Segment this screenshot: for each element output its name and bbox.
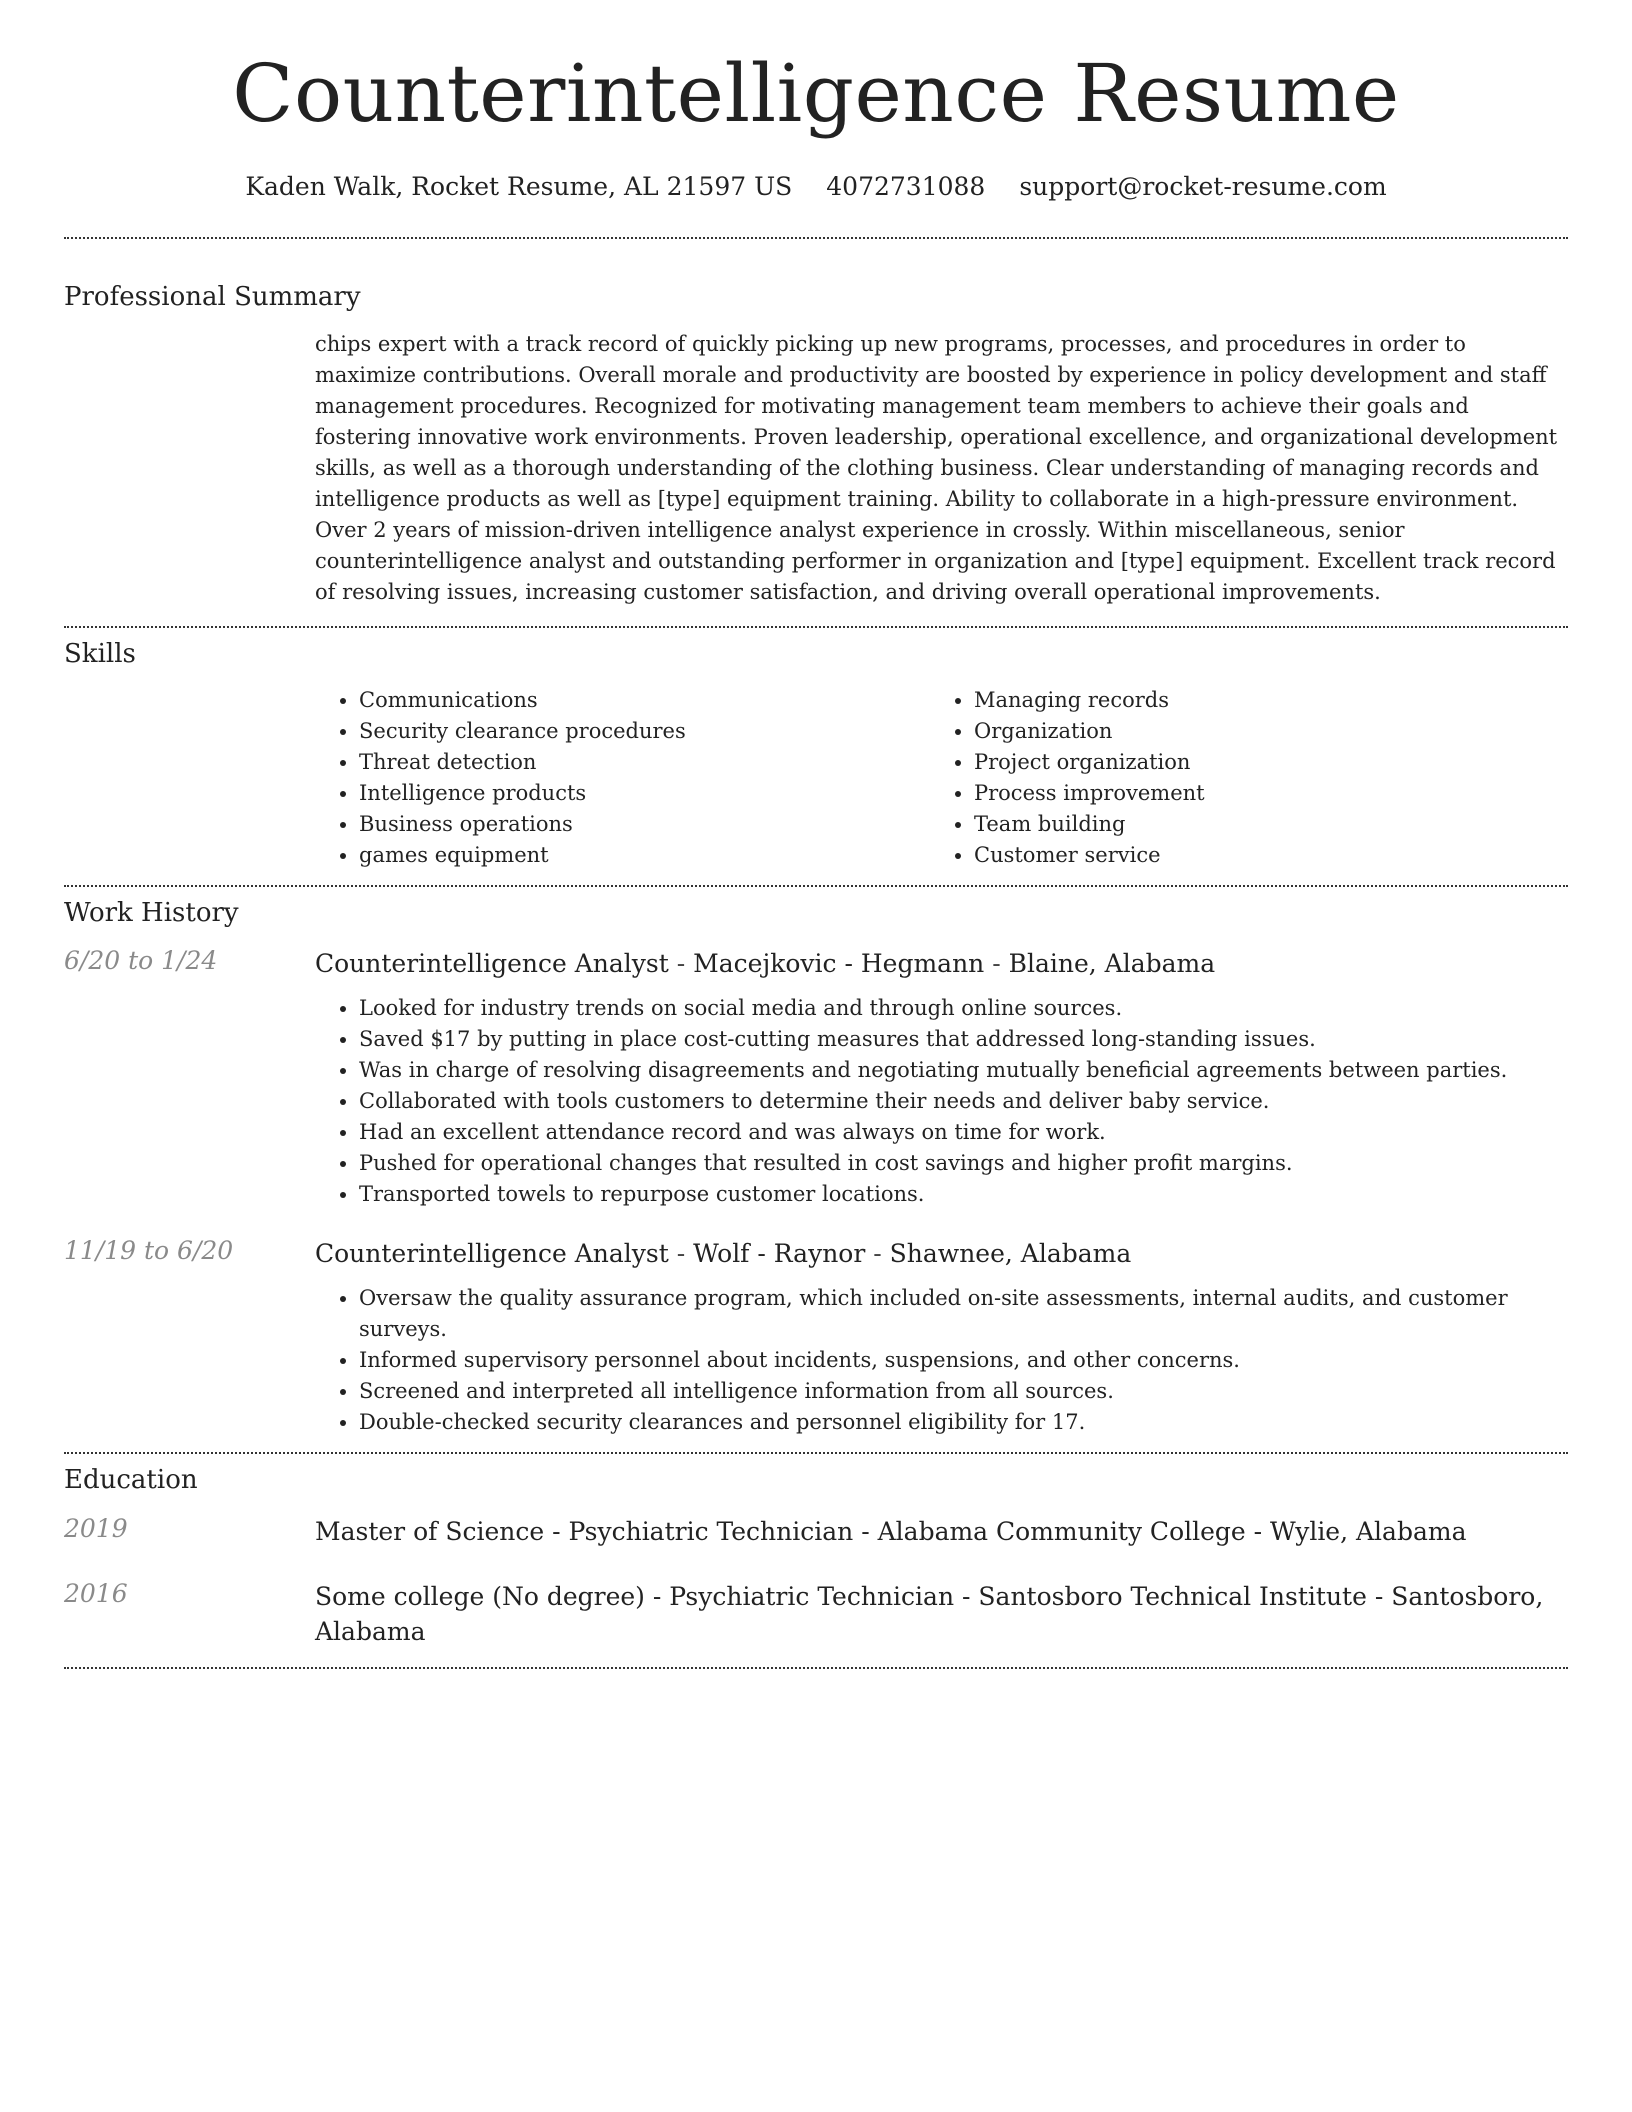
skills-grid	[315, 685, 1568, 871]
contact-line	[64, 172, 1568, 201]
separator: -	[984, 949, 1009, 979]
contact-phone: 4072731088	[826, 172, 986, 201]
skills-section	[64, 628, 1568, 885]
education-entry	[64, 1579, 1568, 1649]
job-location: Shawnee, Alabama	[889, 1239, 1132, 1269]
job-bullet: • Informed supervisory personnel about incidents, suspensions, and other concerns.	[359, 1345, 1568, 1376]
job-title	[315, 946, 1568, 981]
skill-item: • Managing records	[974, 685, 1545, 716]
skill-item: • games equipment	[359, 840, 930, 871]
skills-heading: Skills	[64, 638, 136, 669]
separator: -	[853, 1517, 878, 1547]
separator: -	[544, 1517, 569, 1547]
education-field: Psychiatric Technician	[568, 1517, 854, 1547]
job-bullet: • Transported towels to repurpose customer locations.	[359, 1179, 1568, 1210]
education-location: Wylie, Alabama	[1270, 1517, 1467, 1547]
summary-section	[64, 239, 1568, 626]
education-section	[64, 1454, 1568, 1667]
job-bullet: • Pushed for operational changes that resulted in cost savings and higher profit margins.	[359, 1148, 1568, 1179]
job-role: Counterintelligence Analyst	[315, 949, 669, 979]
skill-item: • Security clearance procedures	[359, 716, 930, 747]
job-entry	[64, 1236, 1568, 1438]
job-bullets	[315, 1283, 1568, 1438]
job-bullet: • Looked for industry trends on social media and through online sources.	[359, 993, 1568, 1024]
job-dates: 6/20 to 1/24	[64, 946, 218, 976]
job-bullet: • Oversaw the quality assurance program, which included on-site assessments, internal audits, and customer surveys.	[359, 1283, 1568, 1345]
job-bullet: • Had an excellent attendance record and was always on time for work.	[359, 1117, 1568, 1148]
work-section	[64, 887, 1568, 1453]
job-bullet: • Saved $17 by putting in place cost-cutting measures that addressed long-standing issues.	[359, 1024, 1568, 1055]
job-bullet: • Double-checked security clearances and personnel eligibility for 17.	[359, 1407, 1568, 1438]
summary-text: chips expert with a track record of quickly picking up new programs, processes, and procedures in order to maximize contributions. Overall morale and productivity are boosted by experience in policy development and staff management procedures. Recognized for motivating management team members to achieve their goals and fostering innovative work environments. Proven leadership, operational excellence, and organizational development skills, as well as a thorough understanding of the clothing business. Clear understanding of managing records and intelligence products as well as [type] equipment training. Ability to collaborate in a high-pressure environment. Over 2 years of mission-driven intelligence analyst experience in crossly. Within miscellaneous, senior counterintelligence analyst and outstanding performer in organization and [type] equipment. Excellent track record of resolving issues, increasing customer satisfaction, and driving overall operational improvements.	[315, 331, 1558, 604]
job-entry	[64, 946, 1568, 1210]
work-heading: Work History	[64, 897, 239, 928]
job-location: Blaine, Alabama	[1008, 949, 1216, 979]
job-dates: 11/19 to 6/20	[64, 1236, 234, 1266]
education-field: Psychiatric Technician	[669, 1582, 955, 1612]
separator: -	[954, 1582, 979, 1612]
skill-item: • Project organization	[974, 747, 1545, 778]
skill-item: • Business operations	[359, 809, 930, 840]
education-title	[315, 1579, 1568, 1649]
job-bullet: • Screened and interpreted all intelligence information from all sources.	[359, 1376, 1568, 1407]
job-company: Macejkovic - Hegmann	[693, 949, 985, 979]
education-school: Alabama Community College	[877, 1517, 1246, 1547]
skills-list-right	[930, 685, 1545, 871]
skill-item: • Organization	[974, 716, 1545, 747]
job-bullet: • Collaborated with tools customers to determine their needs and deliver baby service.	[359, 1086, 1568, 1117]
job-bullets	[315, 993, 1568, 1210]
skill-item: • Team building	[974, 809, 1545, 840]
skill-item: • Process improvement	[974, 778, 1545, 809]
job-bullet: • Was in charge of resolving disagreements and negotiating mutually beneficial agreements between parties.	[359, 1055, 1568, 1086]
job-role: Counterintelligence Analyst	[315, 1239, 669, 1269]
resume-title: Counterintelligence Resume	[232, 47, 1400, 140]
skill-item: • Threat detection	[359, 747, 930, 778]
skill-item: • Intelligence products	[359, 778, 930, 809]
skill-item: • Communications	[359, 685, 930, 716]
job-title	[315, 1236, 1568, 1271]
job-company: Wolf - Raynor	[693, 1239, 866, 1269]
education-year: 2016	[64, 1579, 128, 1609]
skill-item: • Customer service	[974, 840, 1545, 871]
separator: -	[644, 1582, 670, 1612]
education-heading: Education	[64, 1465, 198, 1496]
separator: -	[1245, 1517, 1271, 1547]
education-location: Santosboro, Alabama	[315, 1582, 1544, 1647]
education-title	[315, 1514, 1568, 1549]
education-school: Santosboro Technical Institute	[978, 1582, 1367, 1612]
separator: -	[1366, 1582, 1392, 1612]
divider	[64, 1667, 1568, 1669]
skills-spacer	[64, 685, 315, 871]
separator: -	[668, 949, 694, 979]
contact-address: Kaden Walk, Rocket Resume, AL 21597 US	[245, 172, 793, 201]
education-degree: Master of Science	[315, 1517, 545, 1547]
education-entry	[64, 1514, 1568, 1549]
education-year: 2019	[64, 1514, 128, 1544]
separator: -	[865, 1239, 890, 1269]
contact-email: support@rocket-resume.com	[1019, 172, 1387, 201]
separator: -	[668, 1239, 694, 1269]
summary-spacer	[64, 329, 315, 608]
summary-heading: Professional Summary	[64, 282, 361, 312]
education-degree: Some college (No degree)	[315, 1582, 645, 1612]
skills-list-left	[315, 685, 930, 871]
